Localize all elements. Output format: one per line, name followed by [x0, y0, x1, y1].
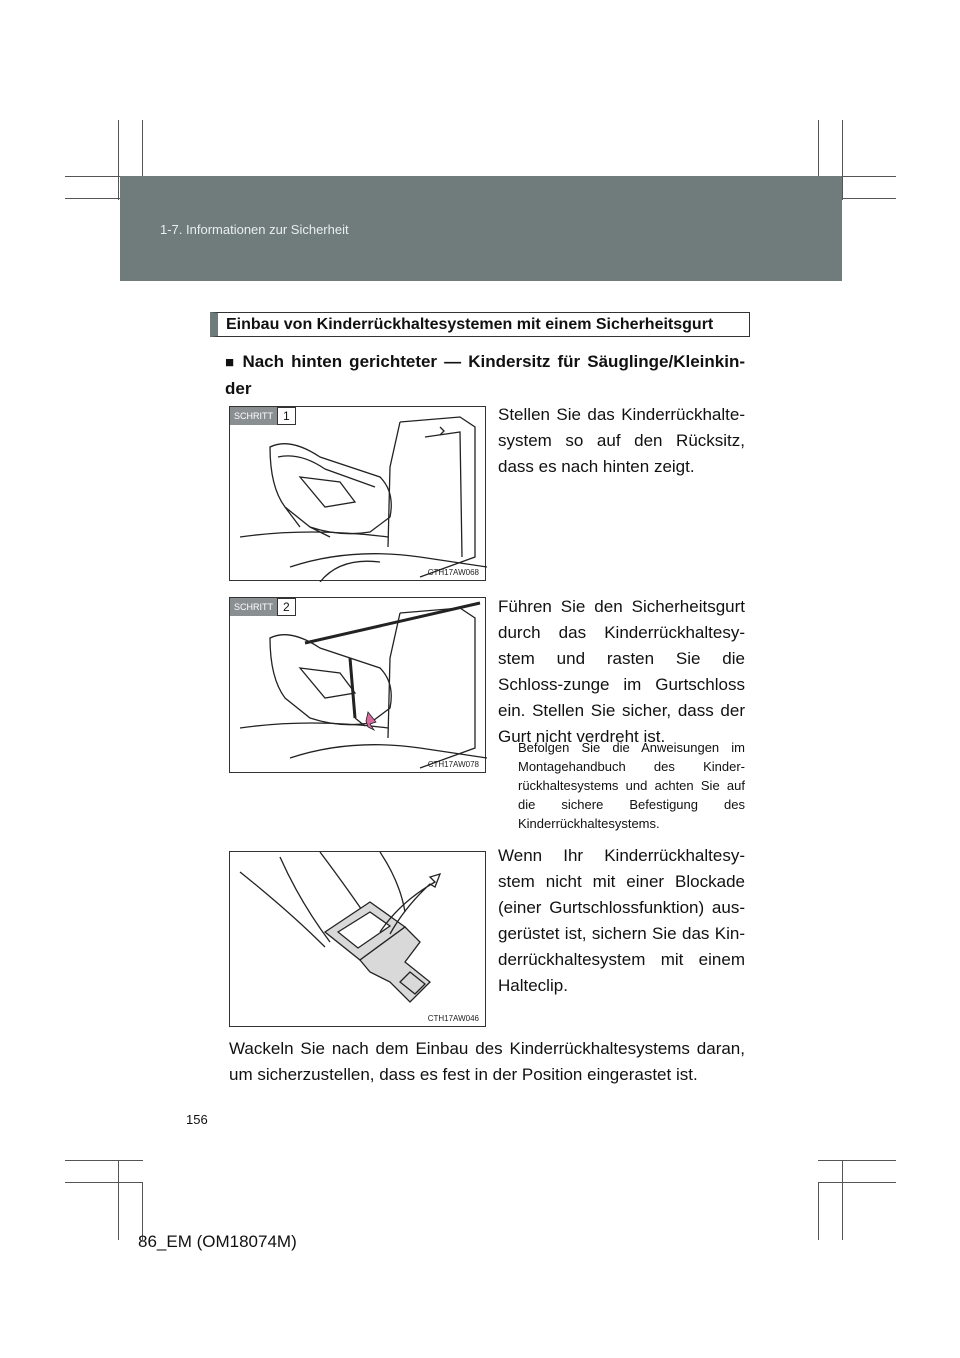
step-1-text: Stellen Sie das Kinderrückhalte-system so auf den Rücksitz, dass es nach hinten zeigt.: [498, 405, 745, 476]
crop-mark: [118, 120, 119, 200]
closing-text: Wackeln Sie nach dem Einbau des Kinderrückhaltesystems daran, um sicherzustellen, dass es fest in der Position eingerastet ist.: [229, 1039, 745, 1084]
figure-step-2: [229, 597, 486, 773]
step-badge-2: [230, 598, 296, 616]
figure-code: CTH17AW046: [427, 1014, 479, 1023]
crop-mark: [818, 1160, 896, 1161]
crop-mark: [818, 1182, 819, 1240]
step-2-text: Führen Sie den Sicherheitsgurt durch das Kinderrückhaltesy-stem und rasten Sie die Schloss-zunge im Gurtschloss ein. Stellen Sie sicher, dass der Gurt nicht verdreht ist.: [498, 597, 745, 746]
sub-heading: [225, 349, 745, 402]
step-badge-word: SCHRITT: [230, 407, 277, 425]
page-number: 156: [186, 1112, 208, 1127]
document-code: 86_EM (OM18074M): [138, 1232, 297, 1251]
crop-mark: [818, 1182, 896, 1183]
rear-facing-seat-illustration: [230, 407, 487, 582]
crop-mark: [842, 120, 843, 200]
section-heading: Einbau von Kinderrückhaltesystemen mit einem Sicherheitsgurt: [210, 312, 750, 337]
locking-clip-illustration: [230, 852, 487, 1028]
step-badge-number: 1: [277, 407, 296, 425]
sub-heading-text: Nach hinten gerichteter — Kindersitz für Säuglinge/Kleinkin-der: [225, 352, 746, 398]
locking-clip-text: Wenn Ihr Kinderrückhaltesy-stem nicht mit einer Blockade (einer Gurtschlossfunktion) aus-gerüstet ist, sichern Sie das Kin-derrückhaltesystem mit einem Halteclip.: [498, 846, 745, 995]
figure-code: CTH17AW068: [427, 568, 479, 577]
figure-step-1: [229, 406, 486, 581]
crop-mark: [842, 1160, 843, 1240]
crop-mark: [65, 1160, 143, 1161]
figure-code: CTH17AW078: [427, 760, 479, 769]
step-badge-1: [230, 407, 296, 425]
step-2-note: Befolgen Sie die Anweisungen im Montagehandbuch des Kinder-rückhaltesystems und achten Sie auf die sichere Befestigung des Kinderrückhaltesystems.: [518, 740, 745, 831]
bullet-square-icon: ■: [225, 354, 237, 371]
crop-mark: [65, 1182, 143, 1183]
crop-mark: [118, 1160, 119, 1240]
belt-routing-illustration: [230, 598, 487, 774]
step-badge-number: 2: [277, 598, 296, 616]
chapter-title: 1-7. Informationen zur Sicherheit: [160, 222, 349, 237]
figure-locking-clip: [229, 851, 486, 1027]
step-badge-word: SCHRITT: [230, 598, 277, 616]
